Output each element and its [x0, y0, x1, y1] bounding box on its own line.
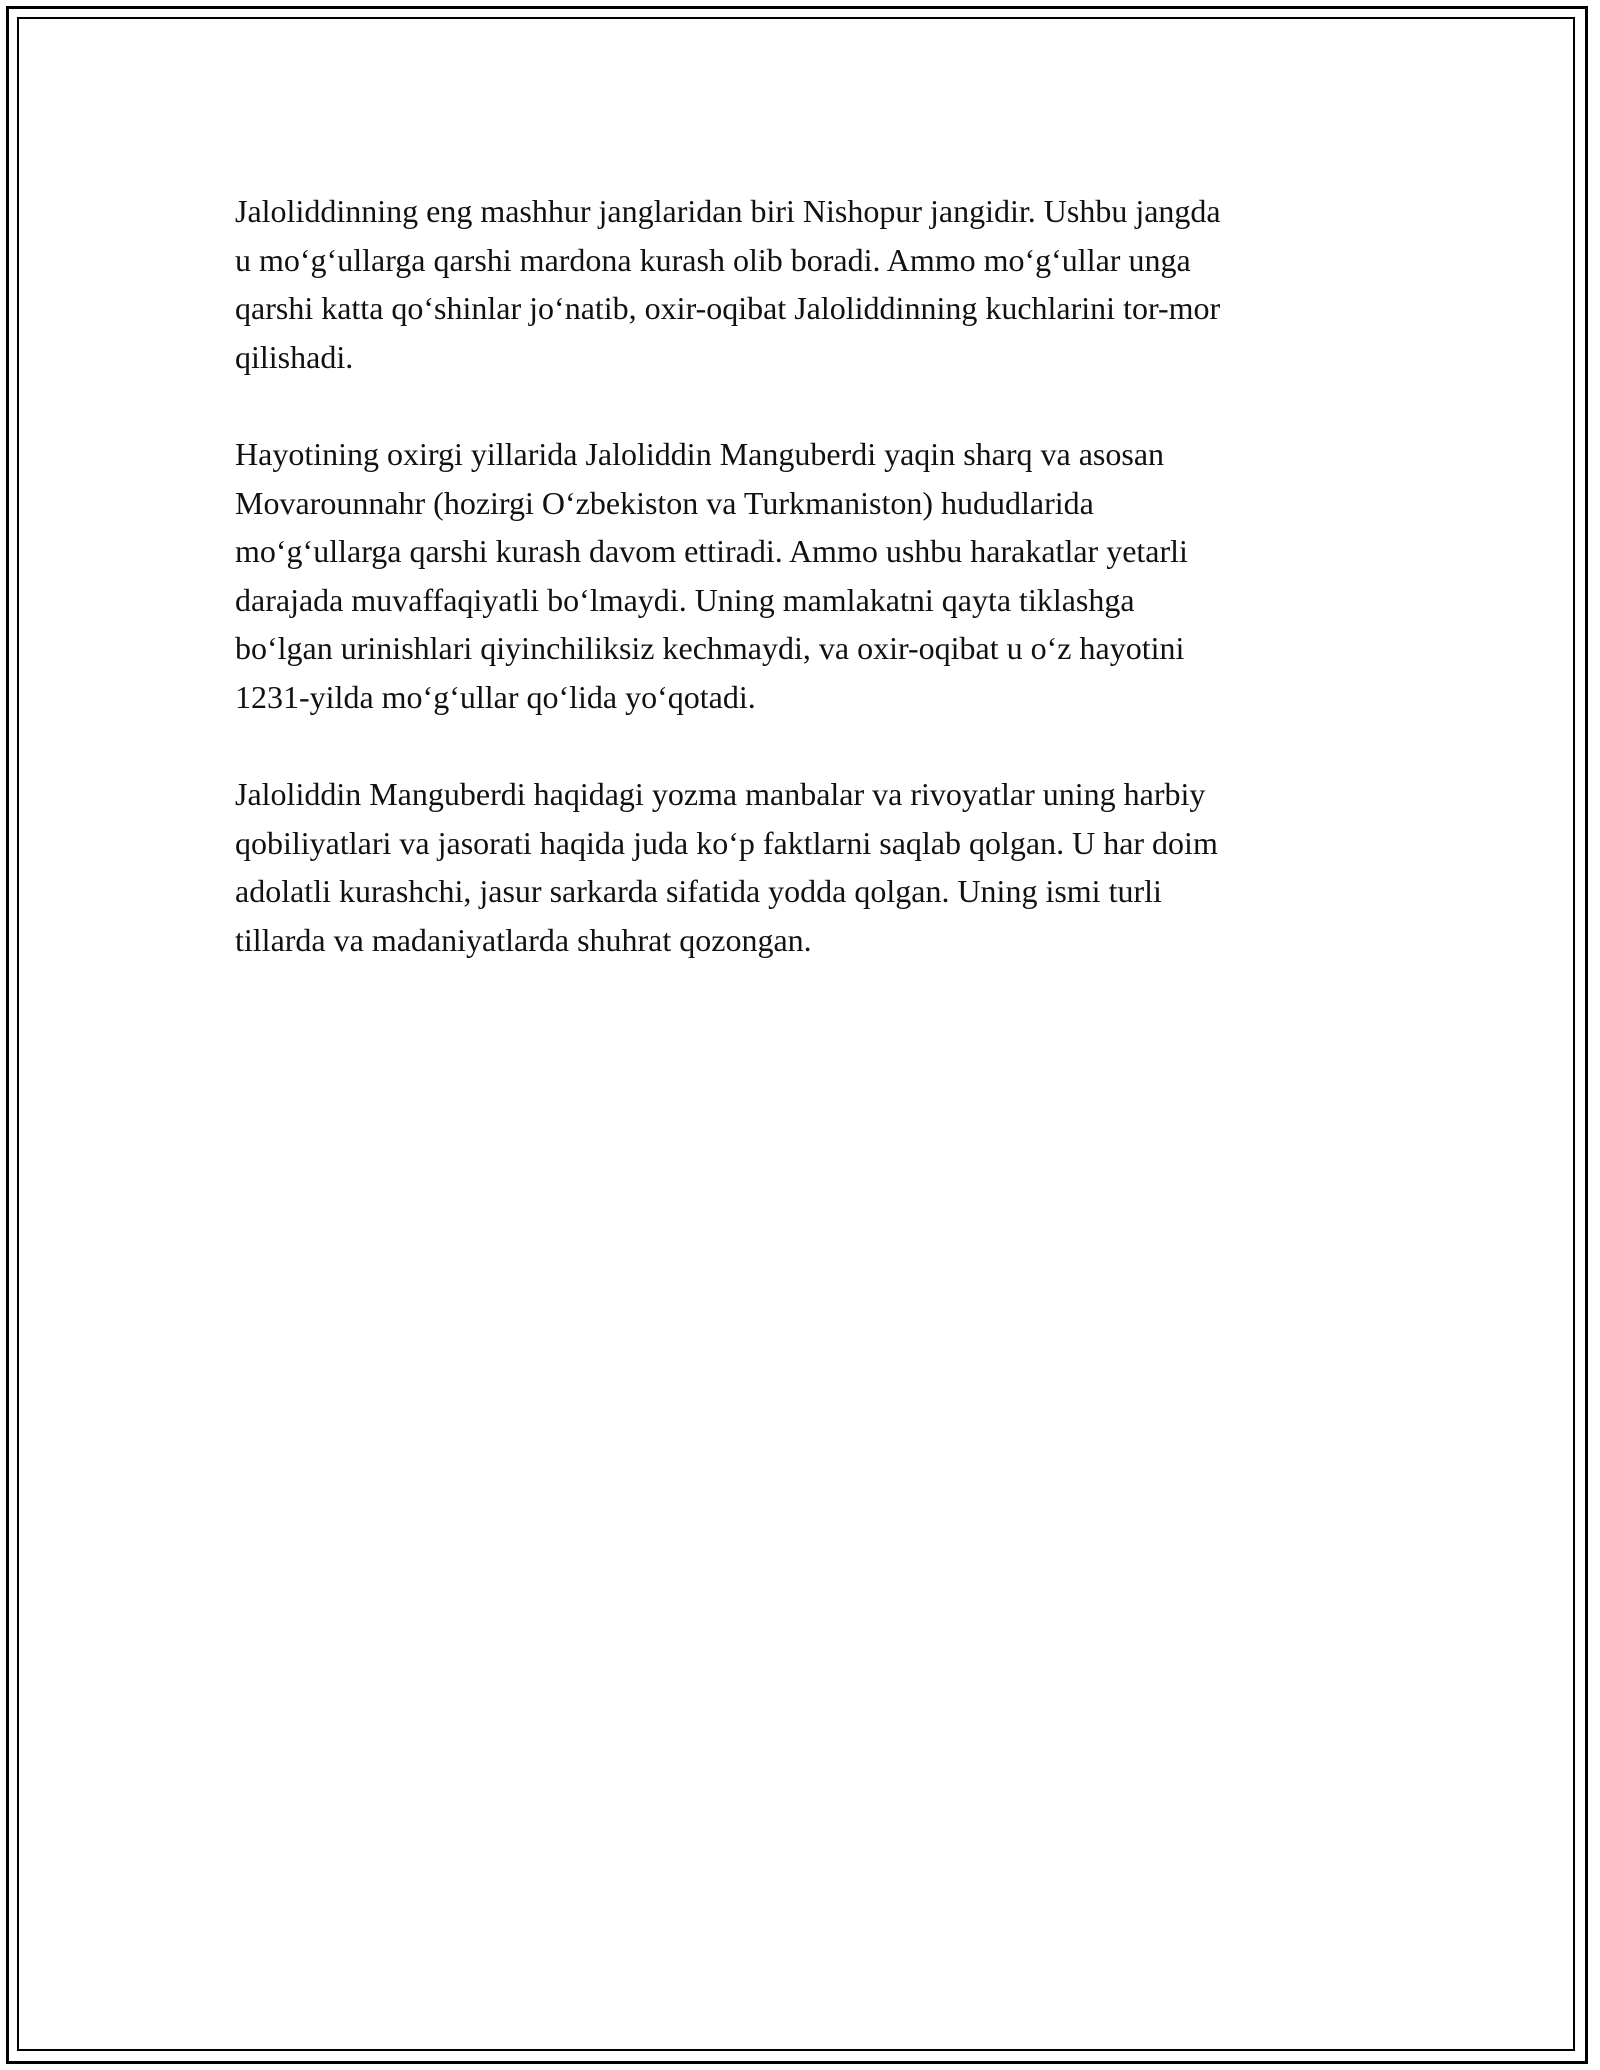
text-line: adolatli kurashchi, jasur sarkarda sifatida yodda qolgan. Uning ismi turli — [235, 873, 1162, 909]
paragraph-3 — [235, 770, 1375, 964]
text-line: darajada muvaffaqiyatli bo‘lmaydi. Uning mamlakatni qayta tiklashga — [235, 581, 1135, 618]
text-line: Jaloliddinning eng mashhur janglaridan biri Nishopur jangidir. Ushbu jangda — [235, 193, 1221, 229]
paragraph-1 — [235, 187, 1375, 381]
text-line: u mo‘g‘ullarga qarshi mardona kurash olib boradi. Ammo mo‘g‘ullar unga — [235, 241, 1191, 278]
text-line: qarshi katta qo‘shinlar jo‘natib, oxir-oqibat Jaloliddinning kuchlarini tor-mor — [235, 290, 1221, 326]
text-line: qilishadi. — [235, 338, 354, 375]
text-line: mo‘g‘ullarga qarshi kurash davom ettiradi. Ammo ushbu harakatlar yetarli — [235, 533, 1188, 569]
text-line: Hayotining oxirgi yillarida Jaloliddin Manguberdi yaqin sharq va asosan — [235, 436, 1165, 472]
text-line: bo‘lgan urinishlari qiyinchiliksiz kechmaydi, va oxir-oqibat u o‘z hayotini — [235, 630, 1185, 666]
text-line: qobiliyatlari va jasorati haqida juda ko‘p faktlarni saqlab qolgan. U har doim — [235, 824, 1218, 861]
document-body — [235, 187, 1375, 1013]
text-line: Movarounnahr (hozirgi O‘zbekiston va Turkmaniston) hududlarida — [235, 484, 1094, 521]
text-line: Jaloliddin Manguberdi haqidagi yozma manbalar va rivoyatlar uning harbiy — [235, 776, 1206, 812]
text-line: tillarda va madaniyatlarda shuhrat qozongan. — [235, 921, 812, 958]
paragraph-2 — [235, 430, 1375, 721]
text-line: 1231-yilda mo‘g‘ullar qo‘lida yo‘qotadi. — [235, 678, 756, 715]
